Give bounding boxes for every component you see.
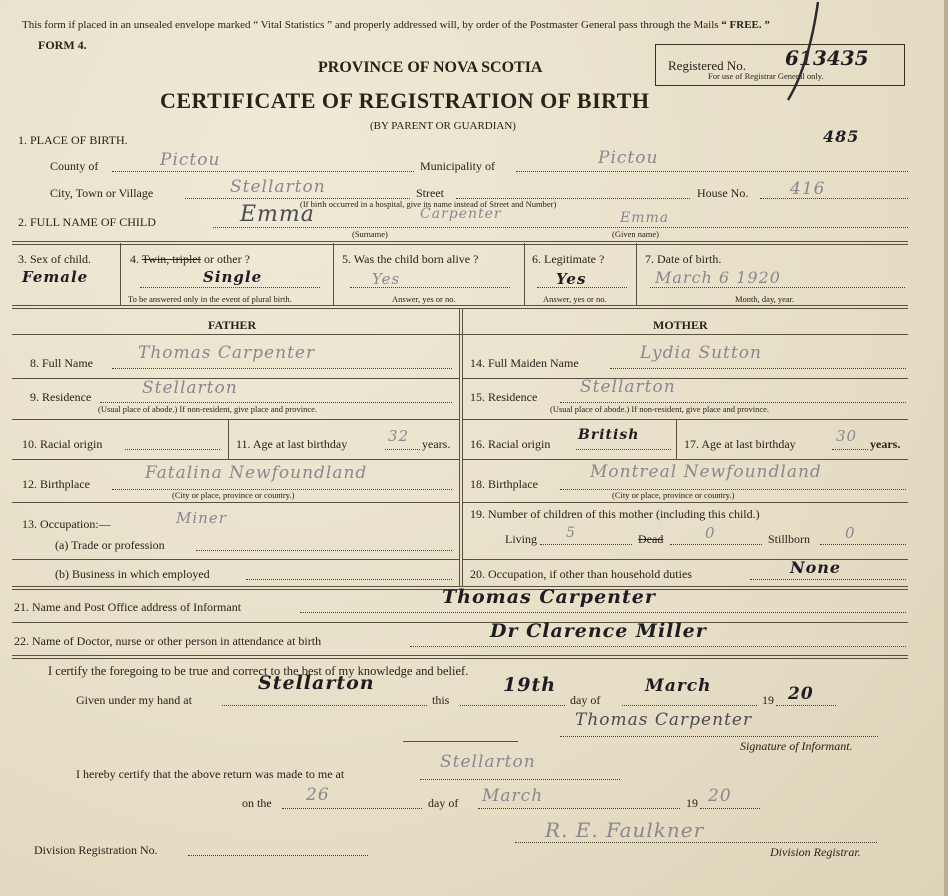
father-racial-label: 10. Racial origin — [22, 437, 103, 451]
certify-statement: I certify the foregoing to be true and correct to the best of my knowledge and belief. — [48, 664, 469, 678]
trade-line — [196, 550, 452, 551]
province-heading: PROVINCE OF NOVA SCOTIA — [318, 59, 543, 76]
street-label: Street — [416, 186, 444, 200]
father-racial-line — [125, 449, 220, 450]
surname-hint: (Surname) — [352, 229, 388, 239]
city-label: City, Town or Village — [50, 186, 154, 200]
given-place-line — [222, 705, 427, 706]
plural-struck: Twin, triplet — [141, 252, 201, 266]
mail-free: “ FREE. ” — [721, 19, 770, 31]
given-hint: (Given name) — [612, 229, 659, 239]
rule — [462, 309, 463, 586]
mother-birthplace-value: Montreal Newfoundland — [590, 462, 822, 482]
given-this: this — [432, 693, 450, 707]
hereby-place-value: Stellarton — [440, 752, 536, 772]
rule — [12, 655, 908, 659]
mother-age-line — [832, 449, 868, 450]
father-occupation-value: Miner — [176, 509, 227, 527]
on-year-prefix: 19 — [686, 796, 698, 810]
plural-num: 4. — [130, 252, 139, 266]
plural-note: To be answered only in the event of plural birth. — [128, 294, 292, 304]
rule — [462, 378, 908, 379]
mother-birthplace-label: 18. Birthplace — [470, 477, 538, 491]
rule — [12, 419, 459, 420]
county-line — [112, 171, 414, 172]
on-month-line — [478, 808, 680, 809]
pen-stroke-mark — [780, 0, 830, 110]
mother-residence-line — [560, 402, 906, 403]
rule — [12, 459, 459, 460]
subtitle: (BY PARENT OR GUARDIAN) — [370, 120, 516, 132]
mother-residence-value: Stellarton — [580, 377, 676, 397]
child-name-label: 2. FULL NAME OF CHILD — [18, 215, 156, 229]
given-year-value: 20 — [788, 684, 814, 704]
father-age-label: 11. Age at last birthday — [236, 437, 348, 451]
rule — [12, 559, 459, 560]
mother-years: years. — [870, 437, 901, 451]
on-year-value: 20 — [708, 786, 732, 806]
dead-label: Dead — [638, 532, 664, 546]
registered-note: For use of Registrar General only. — [708, 71, 824, 81]
father-name-value: Thomas Carpenter — [138, 343, 316, 363]
city-value: Stellarton — [230, 177, 326, 197]
father-birthplace-value: Fatalina Newfoundland — [145, 463, 368, 483]
house-line — [760, 198, 908, 199]
rule — [459, 309, 460, 586]
dob-line — [650, 287, 905, 288]
rule — [524, 243, 525, 306]
registered-number: 613435 — [785, 46, 869, 70]
living-line — [540, 544, 632, 545]
doctor-line — [410, 646, 906, 647]
hereby-label: I hereby certify that the above return was made to me at — [76, 767, 345, 781]
father-birthplace-label: 12. Birthplace — [22, 477, 90, 491]
given-year-prefix: 19 — [762, 693, 774, 707]
stillborn-label: Stillborn — [768, 532, 811, 546]
mother-occupation-label: 20. Occupation, if other than household duties — [470, 567, 692, 581]
given-label: Given under my hand at — [76, 693, 192, 707]
sex-value: Female — [22, 268, 89, 286]
born-alive-note: Answer, yes or no. — [392, 294, 456, 304]
living-label: Living — [505, 532, 537, 546]
father-residence-label: 9. Residence — [30, 390, 92, 404]
on-day-value: 26 — [306, 785, 330, 805]
rule — [12, 241, 908, 245]
corner-number: 485 — [823, 127, 860, 146]
child-given-value: Emma — [620, 210, 670, 226]
stillborn-line — [820, 544, 906, 545]
informant-value: Thomas Carpenter — [442, 586, 656, 608]
on-the-label: on the — [242, 796, 272, 810]
father-occupation-label: 13. Occupation:— — [22, 517, 111, 531]
plural-label — [130, 252, 250, 267]
mother-racial-label: 16. Racial origin — [470, 437, 551, 451]
dead-value: 0 — [705, 524, 716, 542]
mother-occupation-value: None — [790, 558, 842, 577]
mother-occupation-line — [750, 579, 906, 580]
father-residence-note: (Usual place of abode.) If non-resident, give place and province. — [98, 404, 318, 414]
informant-signature: Thomas Carpenter — [575, 710, 753, 730]
doctor-label: 22. Name of Doctor, nurse or other person in attendance at birth — [14, 634, 322, 648]
father-age-line — [385, 449, 420, 450]
child-name-first-attempt: Emma — [240, 202, 315, 227]
legitimate-note: Answer, yes or no. — [543, 294, 607, 304]
father-age-value: 32 — [388, 427, 410, 445]
on-day-line — [282, 808, 422, 809]
mother-birthplace-note: (City or place, province or country.) — [612, 490, 735, 500]
division-registrar-label: Division Registrar. — [770, 845, 861, 859]
mother-residence-label: 15. Residence — [470, 390, 538, 404]
plural-value: Single — [203, 268, 263, 286]
rule — [120, 243, 121, 306]
municipality-label: Municipality of — [420, 159, 495, 173]
rule — [333, 243, 334, 306]
business-line — [246, 579, 452, 580]
trade-label: (a) Trade or profession — [55, 538, 165, 552]
rule — [462, 502, 908, 503]
house-label: House No. — [697, 186, 749, 200]
rule — [462, 459, 908, 460]
division-reg-label: Division Registration No. — [34, 843, 158, 857]
mother-racial-line — [576, 449, 671, 450]
form-number: FORM 4. — [38, 38, 87, 52]
dob-note: Month, day, year. — [735, 294, 795, 304]
street-note: (If birth occurred in a hospital, give its name instead of Street and Number) — [300, 199, 557, 209]
registered-label: Registered No. — [668, 58, 746, 73]
informant-label: 21. Name and Post Office address of Informant — [14, 600, 242, 614]
municipality-line — [516, 171, 908, 172]
rule — [676, 419, 677, 459]
dob-value: March 6 1920 — [655, 268, 781, 287]
mother-name-value: Lydia Sutton — [640, 343, 762, 363]
dob-label: 7. Date of birth. — [645, 252, 722, 266]
given-day-of: day of — [570, 693, 601, 707]
on-year-line — [700, 808, 760, 809]
hereby-place-line — [420, 779, 620, 780]
mail-notice-text: This form if placed in an unsealed envelope marked “ Vital Statistics ” and properly addressed will, by order of the Postmaster General pass through the Mails — [22, 19, 719, 31]
rule — [228, 419, 229, 459]
father-heading: FATHER — [208, 318, 257, 332]
children-count-label: 19. Number of children of this mother (including this child.) — [470, 507, 760, 521]
father-name-label: 8. Full Name — [30, 356, 93, 370]
county-label: County of — [50, 159, 99, 173]
father-name-line — [112, 368, 452, 369]
house-value: 416 — [790, 179, 826, 199]
county-value: Pictou — [160, 150, 221, 170]
doctor-value: Dr Clarence Miller — [490, 620, 707, 642]
given-year-line — [776, 705, 836, 706]
rule — [12, 502, 459, 503]
rule — [12, 622, 908, 623]
child-surname-value: Carpenter — [420, 206, 502, 222]
informant-signature-label: Signature of Informant. — [740, 739, 853, 753]
rule — [12, 305, 908, 309]
living-value: 5 — [566, 525, 576, 541]
registrar-signature-line — [515, 842, 877, 843]
stillborn-value: 0 — [845, 524, 856, 542]
born-alive-value: Yes — [372, 270, 401, 288]
mother-residence-note: (Usual place of abode.) If non-resident, give place and province. — [550, 404, 770, 414]
legitimate-value: Yes — [556, 270, 587, 288]
given-month-line — [622, 705, 757, 706]
rule — [403, 741, 518, 742]
sex-label: 3. Sex of child. — [18, 252, 91, 266]
rule — [462, 419, 908, 420]
dead-line — [670, 544, 762, 545]
business-label: (b) Business in which employed — [55, 567, 210, 581]
father-years: years. — [422, 437, 451, 451]
informant-signature-line — [560, 736, 878, 737]
child-name-line — [213, 227, 908, 228]
born-alive-label: 5. Was the child born alive ? — [342, 252, 479, 266]
plural-line — [140, 287, 320, 288]
given-day-value: 19th — [503, 674, 557, 696]
mother-age-value: 30 — [836, 427, 858, 445]
mother-racial-value: British — [578, 427, 640, 443]
mother-name-label: 14. Full Maiden Name — [470, 356, 579, 370]
mother-name-line — [610, 368, 906, 369]
rule — [636, 243, 637, 306]
on-day-of: day of — [428, 796, 459, 810]
father-birthplace-note: (City or place, province or country.) — [172, 490, 295, 500]
father-residence-value: Stellarton — [142, 378, 238, 398]
on-month-value: March — [482, 786, 544, 806]
division-reg-line — [188, 855, 368, 856]
place-of-birth-heading: 1. PLACE OF BIRTH. — [18, 133, 128, 147]
given-place-value: Stellarton — [258, 672, 375, 694]
plural-rest: or other ? — [203, 252, 250, 266]
father-residence-line — [100, 402, 452, 403]
rule — [12, 334, 908, 335]
registrar-signature: R. E. Faulkner — [545, 818, 705, 842]
informant-line — [300, 612, 906, 613]
municipality-value: Pictou — [598, 148, 659, 168]
mother-age-label: 17. Age at last birthday — [684, 437, 796, 451]
page-title: CERTIFICATE OF REGISTRATION OF BIRTH — [160, 88, 650, 113]
mother-heading: MOTHER — [653, 318, 708, 332]
given-day-line — [460, 705, 565, 706]
legitimate-label: 6. Legitimate ? — [532, 252, 605, 266]
given-month-value: March — [645, 676, 712, 696]
mail-notice — [22, 19, 770, 31]
